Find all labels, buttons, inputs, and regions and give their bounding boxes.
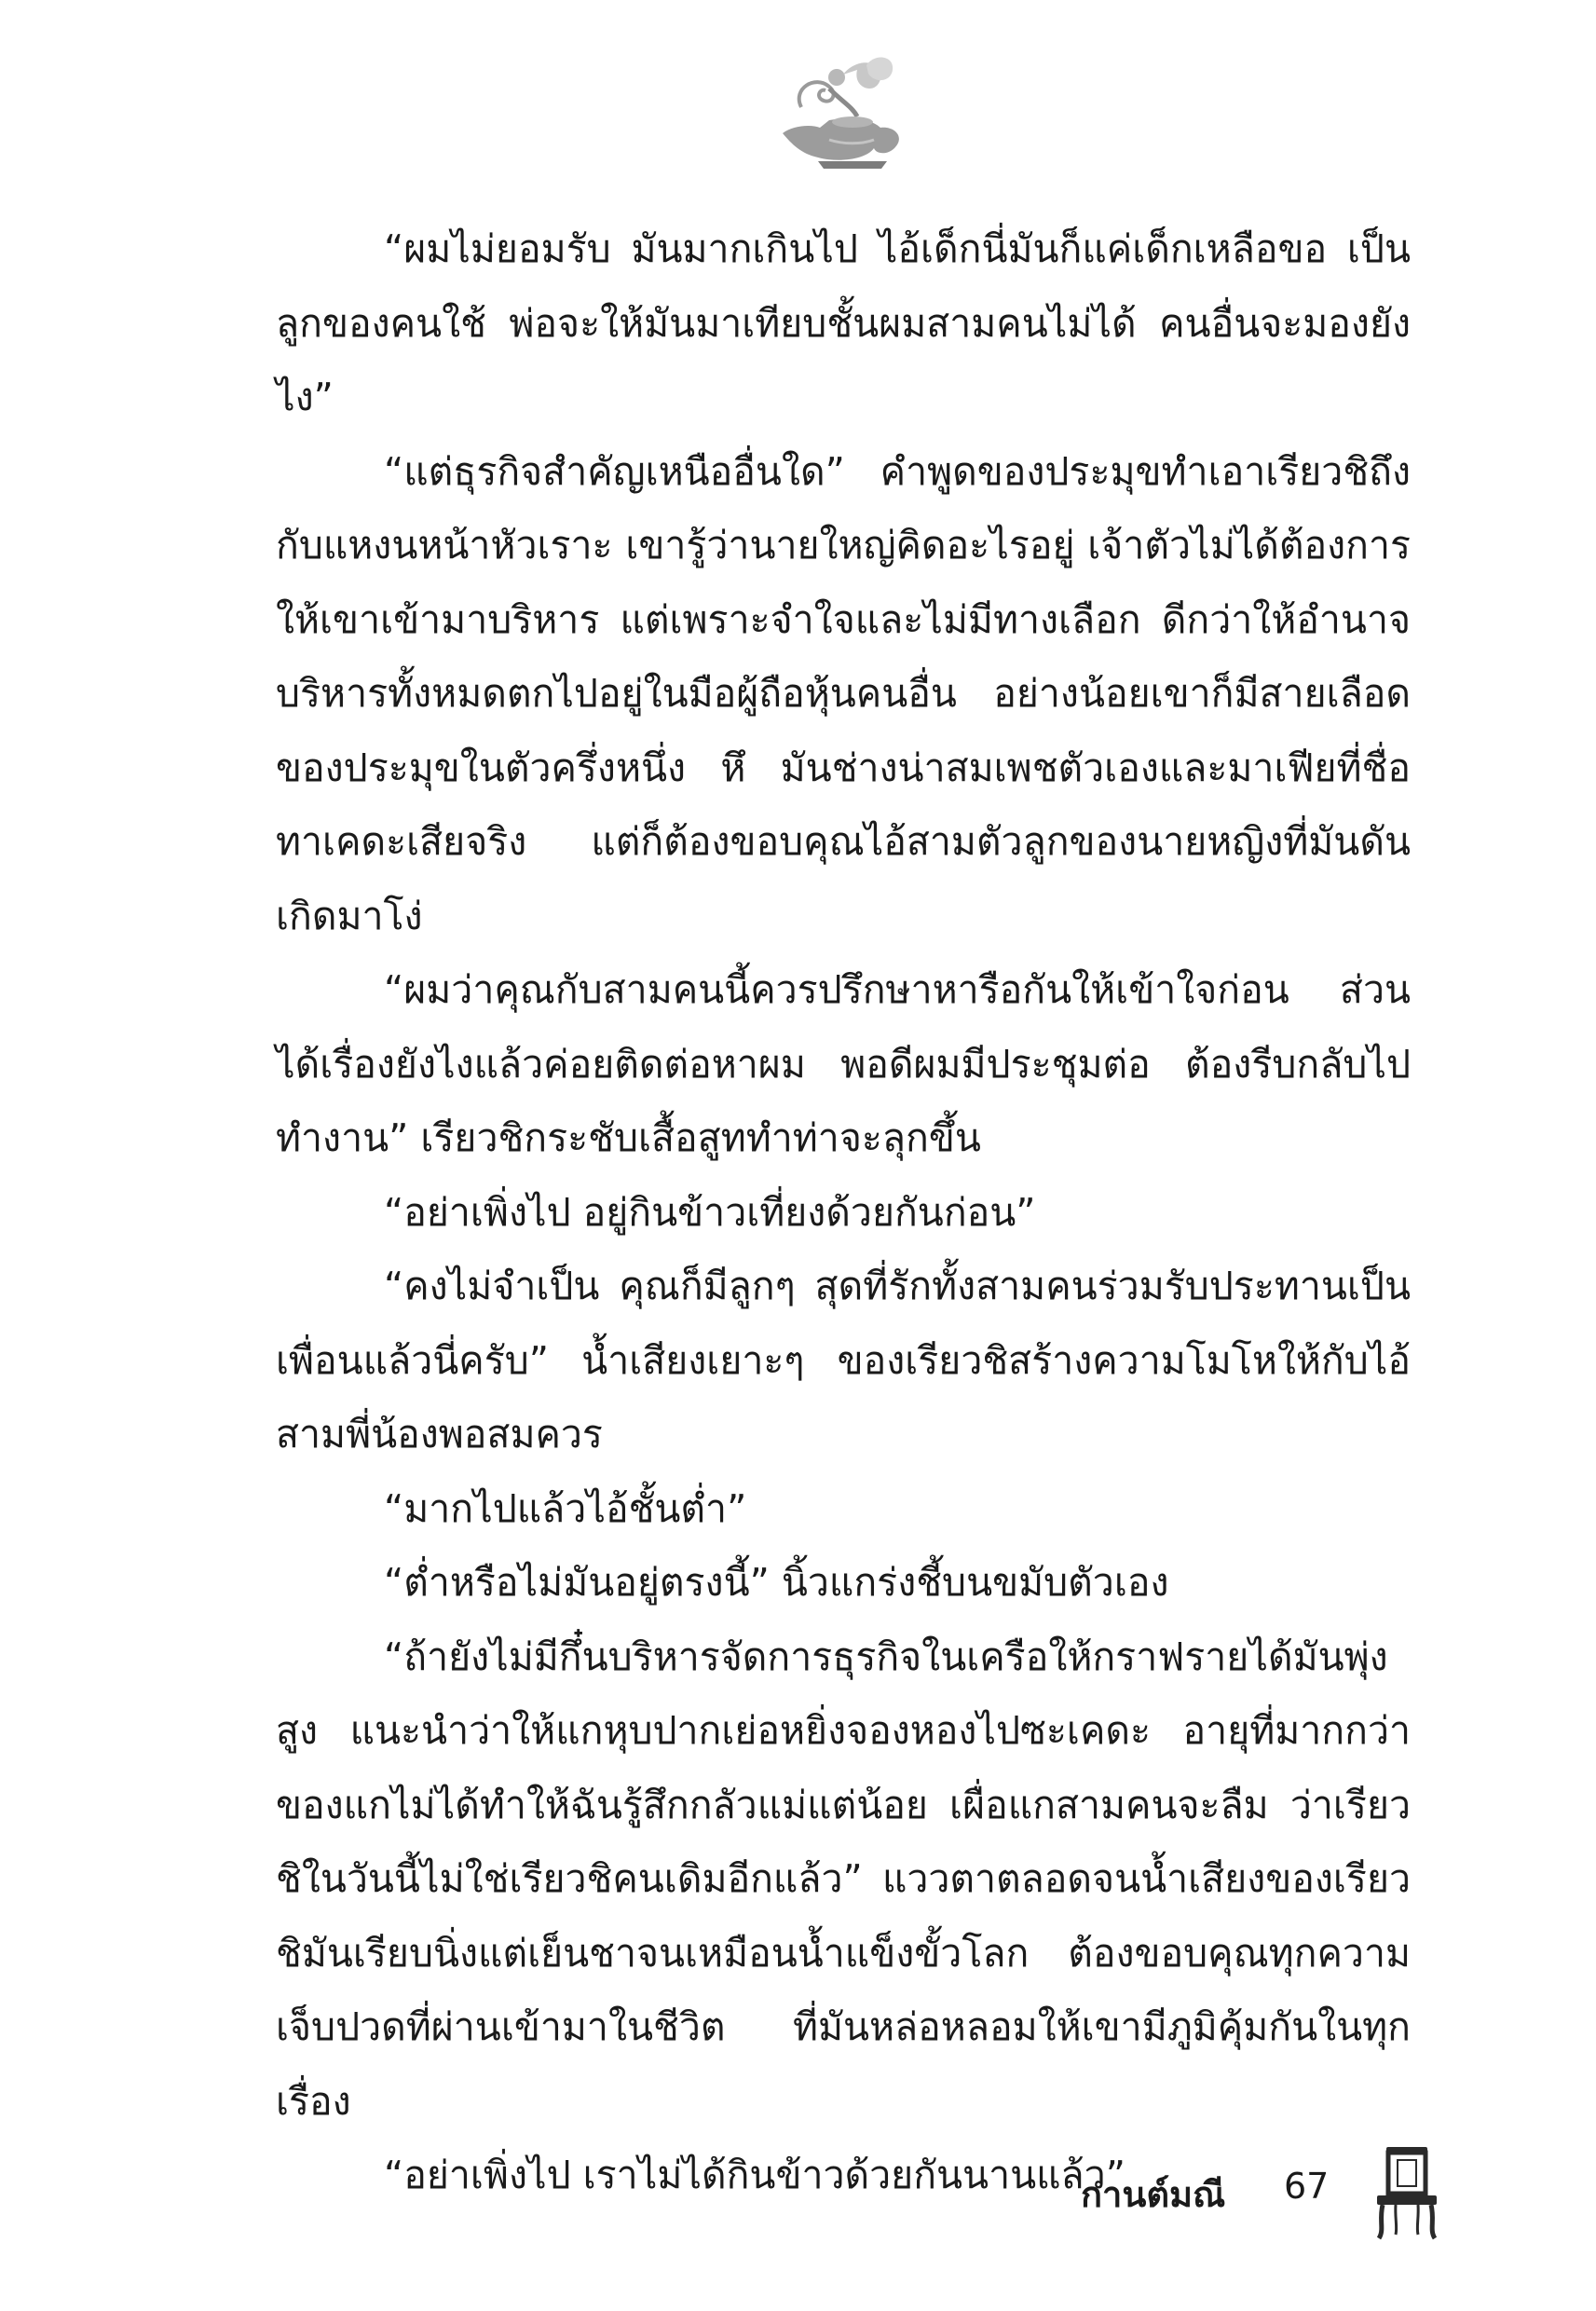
paragraph: “ผมว่าคุณกับสามคนนี้ควรปรึกษาหารือกันให้เข้าใจก่อน ส่วนได้เรื่องยังไงแล้วค่อยติดต่อหาผม พอดีผมมีประชุมต่อ ต้องรีบกลับไปทำงาน” เรียวชิกระชับเสื้อสูททำท่าจะลุกขึ้น xyxy=(276,967,1411,1160)
paragraph: “ต่ำหรือไม่มันอยู่ตรงนี้” นิ้วแกร่งชี้บนขมับตัวเอง xyxy=(384,1560,1169,1605)
paragraph: “ผมไม่ยอมรับ มันมากเกินไป ไอ้เด็กนี่มันก็แค่เด็กเหลือขอ เป็นลูกของคนใช้ พ่อจะให้มันมาเทียบชั้นผมสามคนไม่ได้ คนอื่นจะมองยังไง” xyxy=(276,226,1411,419)
paragraph: “คงไม่จำเป็น คุณก็มีลูกๆ สุดที่รักทั้งสามคนร่วมรับประทานเป็นเพื่อนแล้วนี่ครับ” น้ำเสียงเยาะๆ ของเรียวชิสร้างความโมโหให้กับไอ้สามพี่น้องพอสมควร xyxy=(276,1264,1411,1456)
antique-chair-ornament-icon xyxy=(1370,2141,1444,2244)
paragraph: “อย่าเพิ่งไป อยู่กินข้าวเที่ยงด้วยกันก่อน” xyxy=(384,1189,1036,1235)
teapot-genie-ornament-icon xyxy=(764,51,913,177)
body-text xyxy=(276,212,1411,2213)
book-title: กานต์มณี xyxy=(1081,2174,1226,2215)
paragraph: “มากไปแล้วไอ้ชั้นต่ำ” xyxy=(384,1485,747,1531)
paragraph: “อย่าเพิ่งไป เราไม่ได้กินข้าวด้วยกันนานแล้ว” xyxy=(384,2153,1125,2197)
paragraph: “ถ้ายังไม่มีกึ๋นบริหารจัดการธุรกิจในเครือให้กราฟรายได้มันพุ่งสูง แนะนำว่าให้แกหุบปากเย่อหยิ่งจองหองไปซะเคดะ อายุที่มากกว่าของแกไม่ได้ทำให้ฉันรู้สึกกลัวแม่แต่น้อย เผื่อแกสามคนจะลืม ว่าเรียวชิในวันนี้ไม่ใช่เรียวชิคนเดิมอีกแล้ว” แววตาตลอดจนน้ำเสียงของเรียวชิมันเรียบนิ่งแต่เย็นชาจนเหมือนน้ำแข็งขั้วโลก ต้องขอบคุณทุกความเจ็บปวดที่ผ่านเข้ามาในชีวิต ที่มันหล่อหลอมให้เขามีภูมิคุ้มกันในทุกเรื่อง xyxy=(276,1634,1411,2124)
page-number: 67 xyxy=(1284,2166,1330,2207)
paragraph: “แต่ธุรกิจสำคัญเหนืออื่นใด” คำพูดของประมุขทำเอาเรียวชิถึงกับแหงนหน้าหัวเราะ เขารู้ว่านายใหญ่คิดอะไรอยู่ เจ้าตัวไม่ได้ต้องการให้เขาเข้ามาบริหาร แต่เพราะจำใจและไม่มีทางเลือก ดีกว่าให้อำนาจบริหารทั้งหมดตกไปอยู่ในมือผู้ถือหุ้นคนอื่น อย่างน้อยเขาก็มีสายเลือดของประมุขในตัวครึ่งหนึ่ง หึ มันช่างน่าสมเพชตัวเองและมาเฟียที่ชื่อทาเคดะเสียจริง แต่ก็ต้องขอบคุณไอ้สามตัวลูกของนายหญิงที่มันดันเกิดมาโง่ xyxy=(276,448,1411,938)
page-footer xyxy=(1062,2141,1453,2244)
